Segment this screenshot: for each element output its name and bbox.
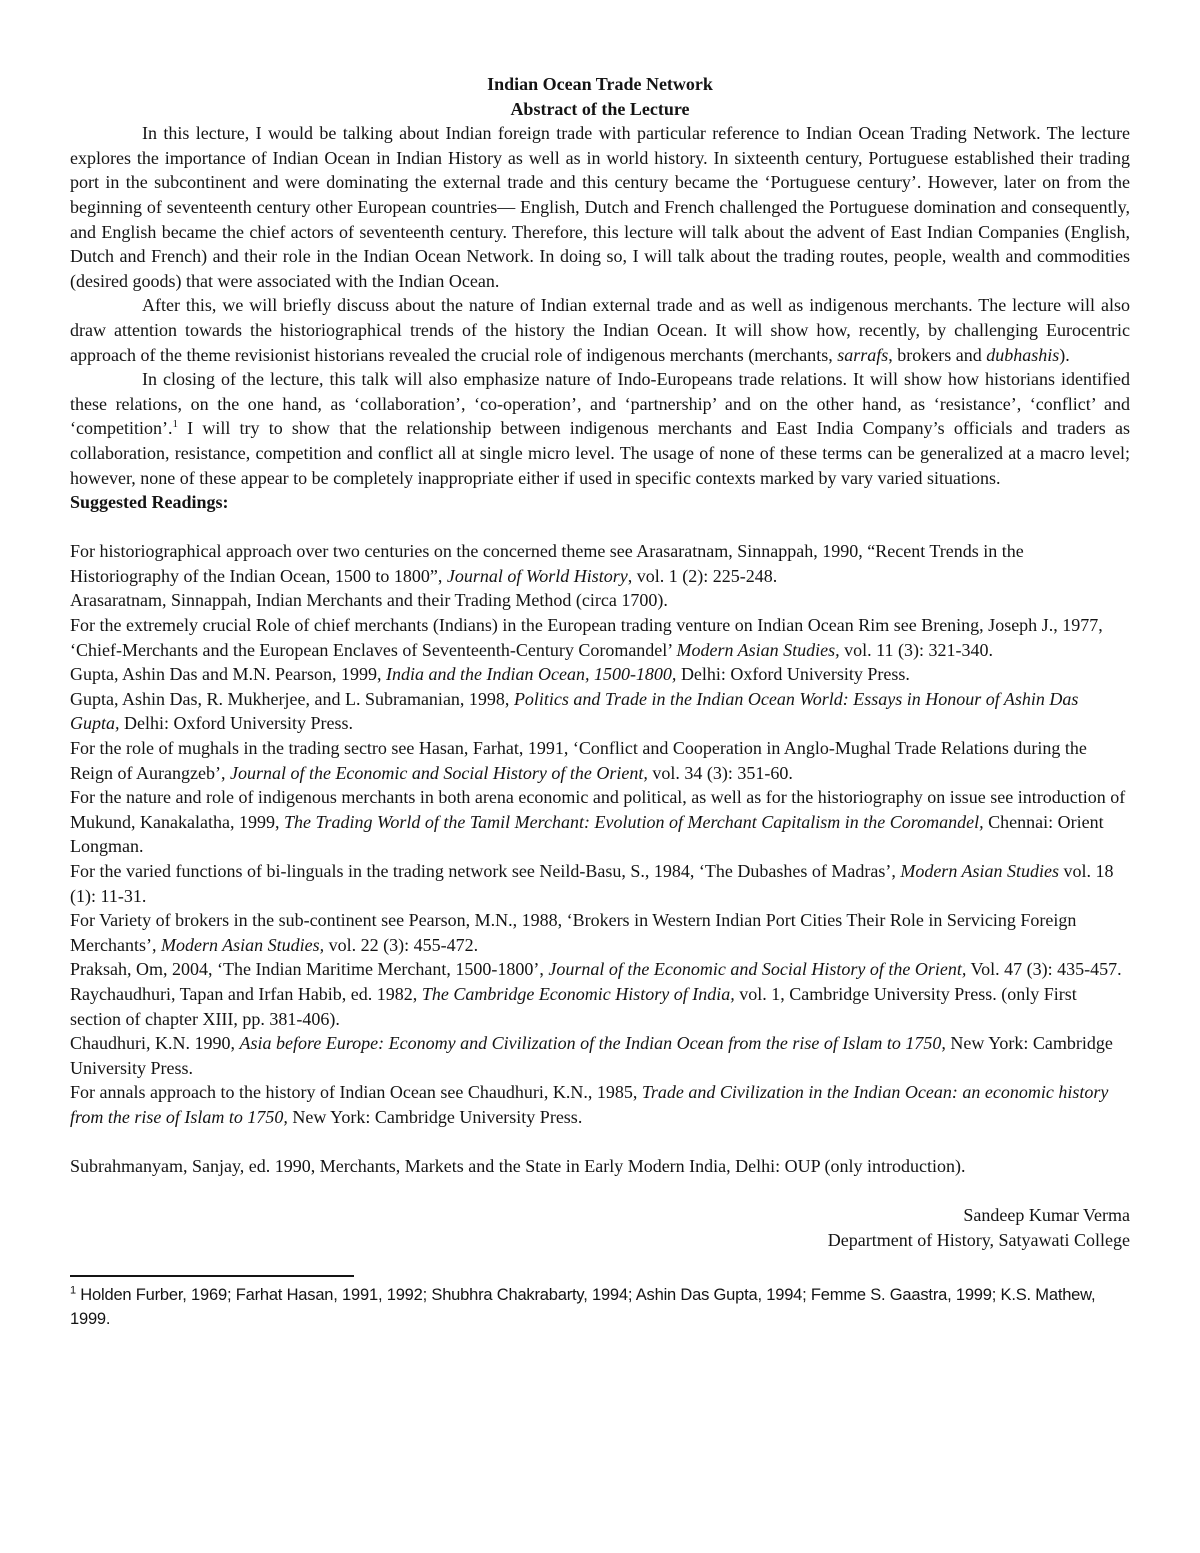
reading-text: vol. 11 (3): 321-340. <box>839 639 993 660</box>
reading-title: Modern Asian Studies, <box>676 639 840 660</box>
reading-item: Subrahmanyam, Sanjay, ed. 1990, Merchants, Markets and the State in Early Modern India, Delhi: OUP (only introduction). <box>70 1156 966 1177</box>
reading-title: Politics and Trade in the Indian Ocean World: Essays in Honour of Ashin Das Gupta, <box>70 688 1079 734</box>
abstract-text: After this, we will briefly discuss about the nature of Indian external trade and as well as indigenous merchants. The lecture will also draw attention towards the historiographical trends of the history the Indian Ocean. It will show how, recently, by challenging Eurocentric approach of the theme revisionist historians revealed the crucial role of indigenous merchants (merchants, <box>70 295 1130 365</box>
reading-text: vol. 34 (3): 351-60. <box>647 762 793 783</box>
reading-text: For the varied functions of bi-linguals in the trading network see Neild-Basu, S., 1984, ‘The Dubashes of Madras’, <box>70 861 901 881</box>
reading-title: India and the Indian Ocean, 1500-1800, <box>385 664 677 685</box>
footnote-reference[interactable]: 1 <box>172 418 178 431</box>
reading-title: Journal of the Economic and Social History of the Orient, <box>229 762 648 783</box>
reading-item <box>70 662 1130 687</box>
reading-text: For the extremely crucial Role of chief merchants (Indians) in the European trading venture on Indian Ocean Rim see Brening, Joseph J., 1977, ‘Chief-Merchants and the European Enclaves of Seventeenth-Century Coromandel’ <box>70 615 1103 660</box>
reading-title: Journal of the Economic and Social History of the Orient, <box>548 959 967 980</box>
reading-text: , vol. 1 (2): 225-248. <box>627 565 778 586</box>
reading-item <box>70 687 1130 736</box>
abstract-paragraph-1: In this lecture, I would be talking about Indian foreign trade with particular reference to Indian Ocean Trading Network. The lecture explores the importance of Indian Ocean in Indian History as well as in world history. In sixteenth century, Portuguese established their trading port in the subcontinent and were dominating the external trade and this century became the ‘Portuguese century’. However, later on from the beginning of seventeenth century other European countries— English, Dutch and French challenged the Portuguese domination and consequently, and English became the chief actors of seventeenth century. Therefore, this lecture will talk about the advent of East Indian Companies (English, Dutch and French) and their role in the Indian Ocean Network. In doing so, I will talk about the trading routes, people, wealth and commodities (desired goods) that were associated with the Indian Ocean. <box>70 123 1130 291</box>
reading-text: Gupta, Ashin Das, R. Mukherjee, and L. Subramanian, 1998, <box>70 688 514 709</box>
reading-item <box>70 613 1130 662</box>
reading-text: New York: Cambridge University Press. <box>70 1033 1113 1078</box>
document-title: Indian Ocean Trade Network <box>487 74 713 94</box>
reading-text: For the role of mughals in the trading sectro see Hasan, Farhat, 1991, ‘Conflict and Cooperation in Anglo-Mughal Trade Relations during the Reign of Aurangzeb’, <box>70 738 1087 783</box>
reading-text: Gupta, Ashin Das and M.N. Pearson, 1999, <box>70 664 386 685</box>
reading-item <box>70 1031 1130 1080</box>
reading-item <box>70 1080 1130 1129</box>
reading-item: Arasaratnam, Sinnappah, Indian Merchants and their Trading Method (circa 1700). <box>70 590 668 611</box>
reading-text: For Variety of brokers in the sub-continent see Pearson, M.N., 1988, ‘Brokers in Western Indian Port Cities Their Role in Servicing Foreign Merchants’, <box>70 910 1077 955</box>
reading-text: Chaudhuri, K.N. 1990, <box>70 1033 240 1054</box>
reading-title: Trade and Civilization in the Indian Ocean: an economic history from the rise of Islam to 1750, <box>70 1082 1109 1127</box>
reading-title: Modern Asian Studies, <box>160 934 325 955</box>
reading-title: Journal of World History <box>446 565 628 586</box>
reading-title: The Cambridge Economic History of India, <box>421 983 735 1004</box>
reading-text: Delhi: Oxford University Press. <box>676 664 910 685</box>
reading-text: For the nature and role of indigenous merchants in both arena economic and political, as well as for the historiography on issue see introduction of Mukund, Kanakalatha, 1999, <box>70 787 1126 832</box>
author-name: Sandeep Kumar Verma <box>963 1205 1130 1226</box>
footnote <box>70 1283 1130 1331</box>
reading-item <box>70 908 1130 957</box>
reading-text: vol. 1, Cambridge University Press. (only First section of chapter XIII, pp. 381-406). <box>70 983 1077 1029</box>
reading-text: New York: Cambridge University Press. <box>287 1106 583 1127</box>
signature-block <box>70 1203 1130 1252</box>
reading-text: For historiographical approach over two centuries on the concerned theme see Arasaratnam, Sinnappah, 1990, “Recent Trends in the Historiography of the Indian Ocean, 1500 to 1800”, <box>70 541 1024 586</box>
abstract-text: , brokers and <box>888 344 987 365</box>
abstract-text: In closing of the lecture, this talk will also emphasize nature of Indo-Europeans trade relations. It will show how historians identified these relations, on the one hand, as ‘collaboration’, ‘co-operation’, and ‘partnership’ and on the other hand, as ‘resistance’, ‘conflict’ and ‘competition’. <box>70 369 1130 439</box>
readings-heading: Suggested Readings: <box>70 492 229 513</box>
readings-list <box>70 539 1130 1178</box>
italic-term: sarrafs <box>837 344 889 365</box>
reading-item <box>70 859 1130 908</box>
footnote-separator <box>70 1275 354 1277</box>
reading-title: The Trading World of the Tamil Merchant: Evolution of Merchant Capitalism in the Coromandel, <box>283 811 984 832</box>
reading-text: Raychaudhuri, Tapan and Irfan Habib, ed. 1982, <box>70 983 422 1004</box>
reading-item <box>70 957 1130 982</box>
author-affiliation: Department of History, Satyawati College <box>827 1229 1130 1250</box>
footnote-marker: 1 <box>70 1284 76 1296</box>
reading-text: vol. 18 (1): 11-31. <box>70 861 1114 906</box>
footnote-text: Holden Furber, 1969; Farhat Hasan, 1991, 1992; Shubhra Chakrabarty, 1994; Ashin Das Gupta, 1994; Femme S. Gaastra, 1999; K.S. Mathew, 1999. <box>70 1285 1096 1328</box>
reading-text: For annals approach to the history of Indian Ocean see Chaudhuri, K.N., 1985, <box>70 1082 642 1103</box>
abstract-text: I will try to show that the relationship between indigenous merchants and East India Company’s officials and traders as collaboration, resistance, competition and conflict all at single micro level. The usage of none of these terms can be generalized at a macro level; however, none of these appear to be completely inappropriate either if used in specific contexts marked by vary varied situations. <box>70 418 1130 488</box>
reading-text: Vol. 47 (3): 435-457. <box>966 959 1122 980</box>
reading-item <box>70 785 1130 859</box>
document-page <box>70 72 1130 1331</box>
reading-item <box>70 539 1130 588</box>
reading-text: Chennai: Orient Longman. <box>70 811 1104 857</box>
document-subtitle: Abstract of the Lecture <box>510 98 690 119</box>
abstract-text: ). <box>1059 344 1070 365</box>
reading-text: Praksah, Om, 2004, ‘The Indian Maritime Merchant, 1500-1800’, <box>70 959 549 980</box>
abstract-paragraph-3 <box>70 367 1130 490</box>
reading-title: Modern Asian Studies <box>900 861 1059 881</box>
reading-item <box>70 982 1130 1031</box>
italic-term: dubhashis <box>986 344 1060 365</box>
abstract-paragraph-2 <box>70 293 1130 367</box>
reading-title: Asia before Europe: Economy and Civilization of the Indian Ocean from the rise of Islam to 1750, <box>239 1033 946 1054</box>
reading-text: Delhi: Oxford University Press. <box>119 713 353 734</box>
reading-text: vol. 22 (3): 455-472. <box>324 934 479 955</box>
reading-item <box>70 736 1130 785</box>
